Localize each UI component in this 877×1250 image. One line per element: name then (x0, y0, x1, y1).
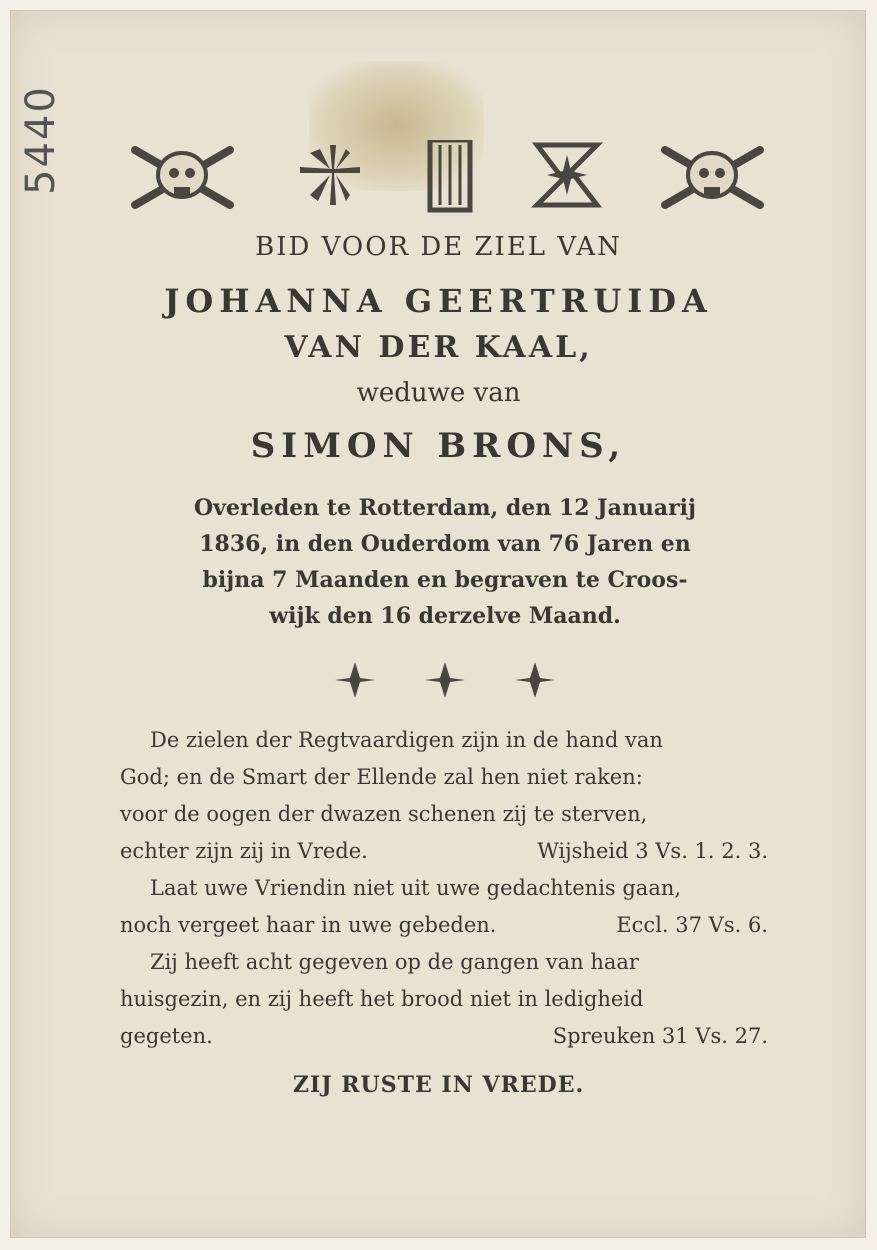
death-notice-line: wijk den 16 derzelve Maand. (269, 603, 621, 629)
cross-row (335, 660, 555, 700)
closing-line: ZIJ RUSTE IN VREDE. (292, 1072, 585, 1098)
scripture-line: Laat uwe Vriendin niet uit uwe gedachtenis gaan, (150, 876, 682, 900)
husband-name: SIMON BRONS, (250, 426, 627, 466)
cross-pattee-icon (300, 145, 360, 205)
cross-pattee-icon (537, 145, 597, 205)
name-line-1: JOHANNA GEERTRUIDA (164, 282, 713, 320)
death-notice-line: bijna 7 Maanden en begraven te Croos- (202, 567, 688, 593)
scripture-text: noch vergeet haar in uwe gebeden. (120, 913, 497, 937)
scripture-reference: Eccl. 37 Vs. 6. (616, 913, 768, 937)
widow-of: weduwe van (356, 378, 521, 408)
cross-pattee-icon (425, 662, 465, 698)
cross-pattee-icon (335, 662, 375, 698)
death-notice-line: Overleden te Rotterdam, den 12 Januarij (194, 495, 696, 521)
scripture-text: gegeten. (120, 1024, 213, 1048)
death-notice-line: 1836, in den Ouderdom van 76 Jaren en (199, 531, 691, 557)
coffin-icon (430, 140, 470, 210)
scripture-reference: Spreuken 31 Vs. 27. (552, 1024, 768, 1048)
skull-crossbones-icon (135, 150, 230, 205)
heading: BID VOOR DE ZIEL VAN (255, 232, 622, 262)
death-notice (120, 490, 770, 634)
scripture-line (120, 833, 768, 870)
name-line-2: VAN DER KAAL, (284, 330, 593, 365)
scripture-line: huisgezin, en zij heeft het brood niet in ledigheid (120, 987, 644, 1011)
scripture-line: De zielen der Regtvaardigen zijn in de hand van (150, 728, 663, 752)
scripture-reference: Wijsheid 3 Vs. 1. 2. 3. (537, 839, 768, 863)
scripture-line: Zij heeft acht gegeven op de gangen van haar (150, 950, 639, 974)
scripture-line (120, 907, 768, 944)
scripture-line: God; en de Smart der Ellende zal hen niet raken: (120, 765, 643, 789)
handwritten-number: 5440 (18, 85, 64, 195)
scripture-line (120, 1018, 768, 1055)
skull-crossbones-icon (665, 150, 760, 205)
cross-pattee-icon (515, 662, 555, 698)
scripture-block (120, 722, 768, 1055)
scripture-text: echter zijn zij in Vrede. (120, 839, 368, 863)
scripture-line: voor de oogen der dwazen schenen zij te sterven, (120, 802, 648, 826)
ornament-row (125, 140, 775, 215)
